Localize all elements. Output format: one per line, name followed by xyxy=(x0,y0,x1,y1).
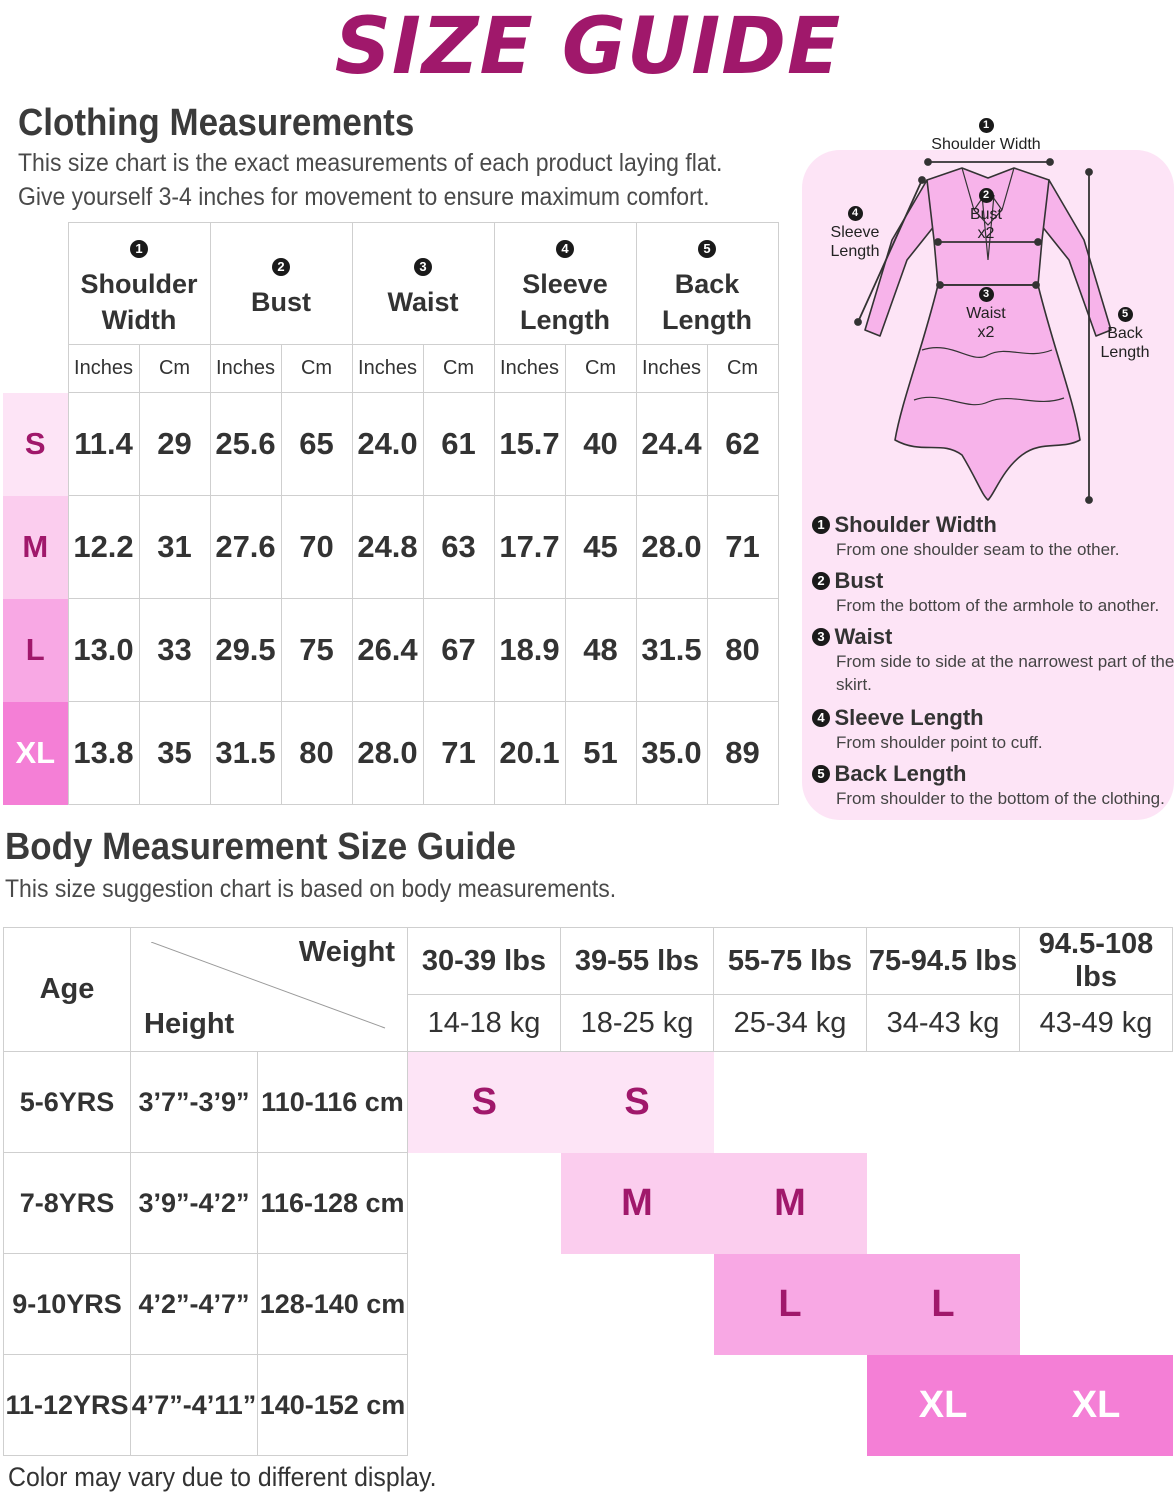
legend-desc: From one shoulder seam to the other. xyxy=(836,540,1120,559)
diagram-label-text: Sleeve xyxy=(830,224,880,241)
legend-item xyxy=(812,761,1176,810)
size-label: M xyxy=(3,496,68,599)
legend-desc: From shoulder to the bottom of the clothing. xyxy=(836,789,1165,808)
height-cell: 4’7”-4’11” xyxy=(131,1355,258,1456)
weight-kg-cell: 43-49 kg xyxy=(1020,995,1173,1052)
suggested-size-cell: XL xyxy=(1020,1355,1173,1456)
empty-cell xyxy=(1020,1153,1173,1254)
weight-lbs-cell: 39-55 lbs xyxy=(561,928,714,995)
age-cell: 11-12YRS xyxy=(4,1355,131,1456)
diagram-label-text: x2 xyxy=(977,225,995,242)
number-badge: 3 xyxy=(812,628,830,646)
size-row xyxy=(3,599,778,702)
empty-cell xyxy=(1020,1254,1173,1355)
diagram-label-back xyxy=(1092,305,1158,362)
number-badge: 1 xyxy=(812,516,830,534)
measurement-cell: 70 xyxy=(281,496,352,599)
col-header-label: Length xyxy=(520,304,610,335)
measurement-cell: 71 xyxy=(423,702,494,805)
column-header-row xyxy=(3,223,778,345)
age-cell: 5-6YRS xyxy=(4,1052,131,1153)
legend-desc: From shoulder point to cuff. xyxy=(836,733,1043,752)
unit-inches: Inches xyxy=(494,345,565,393)
measurement-cell: 13.8 xyxy=(68,702,139,805)
col-header-waist xyxy=(352,223,494,345)
col-header-label: Waist xyxy=(387,286,459,317)
diagram-label-waist xyxy=(956,285,1016,342)
measurement-cell: 20.1 xyxy=(494,702,565,805)
unit-inches: Inches xyxy=(352,345,423,393)
empty-cell xyxy=(714,1355,867,1456)
weight-kg-cell: 14-18 kg xyxy=(408,995,561,1052)
legend-desc: From the bottom of the armhole to another. xyxy=(836,596,1160,615)
measurement-cell: 62 xyxy=(707,393,778,496)
legend-item xyxy=(812,624,1176,696)
measurement-cell: 24.4 xyxy=(636,393,707,496)
age-header: Age xyxy=(4,928,131,1052)
age-cell: 7-8YRS xyxy=(4,1153,131,1254)
number-badge: 2 xyxy=(979,188,994,203)
diagram-label-text: Waist xyxy=(966,305,1006,322)
legend-desc: From side to side at the narrowest part of the skirt. xyxy=(836,652,1175,694)
measurement-cell: 33 xyxy=(139,599,210,702)
empty-cell xyxy=(408,1355,561,1456)
unit-cm: Cm xyxy=(281,345,352,393)
suggested-size-cell: L xyxy=(714,1254,867,1355)
empty-cell xyxy=(561,1254,714,1355)
weight-lbs-cell: 55-75 lbs xyxy=(714,928,867,995)
number-badge: 1 xyxy=(979,118,994,133)
measurement-cell: 63 xyxy=(423,496,494,599)
height-cell: 4’2”-4’7” xyxy=(131,1254,258,1355)
unit-cm: Cm xyxy=(707,345,778,393)
col-header-label: Width xyxy=(101,304,177,335)
number-badge: 2 xyxy=(812,572,830,590)
weight-kg-cell: 34-43 kg xyxy=(867,995,1020,1052)
height-cell: 110-116 cm xyxy=(258,1052,408,1153)
measurement-cell: 24.0 xyxy=(352,393,423,496)
age-row xyxy=(4,1153,1173,1254)
size-label: XL xyxy=(3,702,68,805)
measurement-cell: 65 xyxy=(281,393,352,496)
measurement-cell: 75 xyxy=(281,599,352,702)
age-cell: 9-10YRS xyxy=(4,1254,131,1355)
height-cell: 140-152 cm xyxy=(258,1355,408,1456)
age-row xyxy=(4,1355,1173,1456)
diagram-label-text: Length xyxy=(1100,344,1150,361)
size-label: L xyxy=(3,599,68,702)
measurement-cell: 35 xyxy=(139,702,210,805)
measurement-cell: 80 xyxy=(707,599,778,702)
age-row xyxy=(4,1254,1173,1355)
diagram-label-bust xyxy=(956,186,1016,243)
unit-inches: Inches xyxy=(210,345,281,393)
measurement-cell: 31.5 xyxy=(636,599,707,702)
empty-cell xyxy=(408,1254,561,1355)
number-badge: 4 xyxy=(556,240,574,258)
size-label: S xyxy=(3,393,68,496)
measurement-cell: 61 xyxy=(423,393,494,496)
measurement-cell: 31.5 xyxy=(210,702,281,805)
unit-cm: Cm xyxy=(423,345,494,393)
weight-height-header xyxy=(131,928,408,1052)
measurement-cell: 80 xyxy=(281,702,352,805)
suggested-size-cell: S xyxy=(408,1052,561,1153)
col-header-label: Sleeve xyxy=(522,268,608,299)
measurement-cell: 89 xyxy=(707,702,778,805)
size-row xyxy=(3,702,778,805)
number-badge: 5 xyxy=(1118,307,1133,322)
size-row xyxy=(3,393,778,496)
weight-kg-cell: 25-34 kg xyxy=(714,995,867,1052)
diagram-label-sleeve xyxy=(822,204,888,261)
height-cell: 3’9”-4’2” xyxy=(131,1153,258,1254)
suggested-size-cell: XL xyxy=(867,1355,1020,1456)
col-header-sleeve-length xyxy=(494,223,636,345)
clothing-table-body xyxy=(3,393,778,805)
number-badge: 5 xyxy=(698,240,716,258)
height-cell: 116-128 cm xyxy=(258,1153,408,1254)
weight-lbs-row xyxy=(4,928,1173,995)
col-header-back-length xyxy=(636,223,778,345)
weight-lbs-cell: 75-94.5 lbs xyxy=(867,928,1020,995)
measurement-cell: 51 xyxy=(565,702,636,805)
measurement-cell: 27.6 xyxy=(210,496,281,599)
empty-cell xyxy=(1020,1052,1173,1153)
age-row xyxy=(4,1052,1173,1153)
height-cell: 128-140 cm xyxy=(258,1254,408,1355)
empty-cell xyxy=(561,1355,714,1456)
empty-cell xyxy=(408,1153,561,1254)
measurement-cell: 24.8 xyxy=(352,496,423,599)
legend-title: Back Length xyxy=(834,761,967,786)
body-measurement-table xyxy=(3,927,1173,1456)
diagram-label-text: Length xyxy=(830,243,880,260)
corner-cell xyxy=(3,223,68,393)
legend-item xyxy=(812,705,1176,754)
weight-label: Weight xyxy=(298,936,395,968)
empty-cell xyxy=(867,1153,1020,1254)
diagram-label-text: x2 xyxy=(977,324,995,341)
measurement-cell: 11.4 xyxy=(68,393,139,496)
number-badge: 5 xyxy=(812,765,830,783)
legend-title: Sleeve Length xyxy=(834,705,984,730)
legend-title: Bust xyxy=(834,568,884,593)
measurement-cell: 18.9 xyxy=(494,599,565,702)
legend-title: Shoulder Width xyxy=(834,512,997,537)
number-badge: 2 xyxy=(272,258,290,276)
number-badge: 4 xyxy=(812,709,830,727)
legend-title: Waist xyxy=(834,624,893,649)
measurement-cell: 26.4 xyxy=(352,599,423,702)
measurement-cell: 12.2 xyxy=(68,496,139,599)
measurement-cell: 29.5 xyxy=(210,599,281,702)
unit-inches: Inches xyxy=(68,345,139,393)
diagram-label-shoulder xyxy=(920,116,1052,154)
measurement-cell: 17.7 xyxy=(494,496,565,599)
body-heading: Body Measurement Size Guide xyxy=(5,826,516,868)
measurement-cell: 40 xyxy=(565,393,636,496)
measurement-cell: 25.6 xyxy=(210,393,281,496)
weight-kg-cell: 18-25 kg xyxy=(561,995,714,1052)
suggested-size-cell: L xyxy=(867,1254,1020,1355)
height-label: Height xyxy=(144,1008,235,1040)
clothing-heading: Clothing Measurements xyxy=(18,102,415,144)
legend-item xyxy=(812,512,1176,561)
page-title: SIZE GUIDE xyxy=(334,2,842,92)
body-table-body xyxy=(4,1052,1173,1456)
col-header-label: Shoulder xyxy=(80,268,198,299)
number-badge: 4 xyxy=(848,206,863,221)
unit-cm: Cm xyxy=(565,345,636,393)
weight-lbs-cell: 30-39 lbs xyxy=(408,928,561,995)
legend-item xyxy=(812,568,1176,617)
clothing-note-2: Give yourself 3-4 inches for movement to ensure maximum comfort. xyxy=(18,183,710,211)
col-header-bust xyxy=(210,223,352,345)
weight-lbs-cell: 94.5-108 lbs xyxy=(1020,928,1173,995)
measurement-cell: 28.0 xyxy=(352,702,423,805)
measurement-cell: 67 xyxy=(423,599,494,702)
number-badge: 3 xyxy=(979,287,994,302)
measurement-cell: 35.0 xyxy=(636,702,707,805)
diagram-label-text: Shoulder Width xyxy=(931,136,1041,153)
empty-cell xyxy=(867,1052,1020,1153)
measurement-cell: 28.0 xyxy=(636,496,707,599)
col-header-label: Back xyxy=(674,268,740,299)
diagram-label-text: Back xyxy=(1107,325,1143,342)
size-row xyxy=(3,496,778,599)
suggested-size-cell: M xyxy=(561,1153,714,1254)
unit-inches: Inches xyxy=(636,345,707,393)
measurement-cell: 71 xyxy=(707,496,778,599)
empty-cell xyxy=(714,1052,867,1153)
suggested-size-cell: M xyxy=(714,1153,867,1254)
measurement-cell: 29 xyxy=(139,393,210,496)
col-header-label: Length xyxy=(662,304,752,335)
clothing-note-1: This size chart is the exact measurements of each product laying flat. xyxy=(18,149,723,177)
number-badge: 1 xyxy=(130,240,148,258)
height-cell: 3’7”-3’9” xyxy=(131,1052,258,1153)
measurement-cell: 48 xyxy=(565,599,636,702)
number-badge: 3 xyxy=(414,258,432,276)
footnote: Color may vary due to different display. xyxy=(8,1462,437,1492)
body-note: This size suggestion chart is based on body measurements. xyxy=(5,875,617,903)
measurement-cell: 13.0 xyxy=(68,599,139,702)
unit-cm: Cm xyxy=(139,345,210,393)
col-header-label: Bust xyxy=(251,286,311,317)
measurement-cell: 45 xyxy=(565,496,636,599)
measurement-cell: 31 xyxy=(139,496,210,599)
clothing-measurements-table xyxy=(3,222,779,805)
unit-row xyxy=(3,345,778,393)
measurement-cell: 15.7 xyxy=(494,393,565,496)
diagram-label-text: Bust xyxy=(969,206,1002,223)
col-header-shoulder-width xyxy=(68,223,210,345)
suggested-size-cell: S xyxy=(561,1052,714,1153)
